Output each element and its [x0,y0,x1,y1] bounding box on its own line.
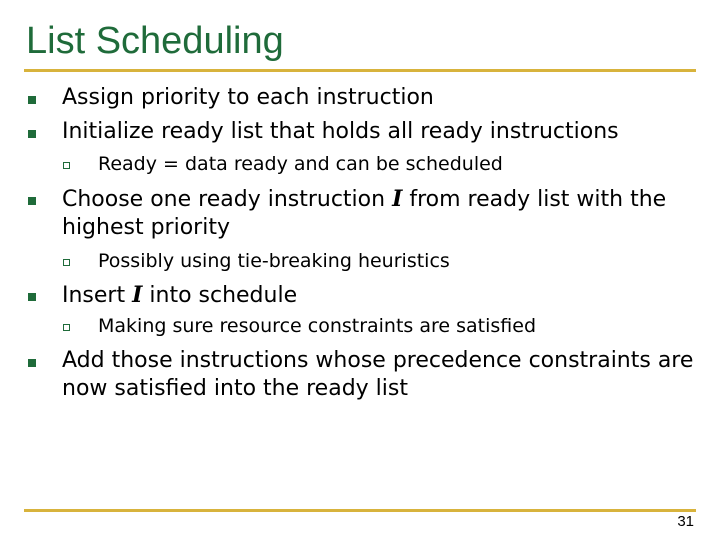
sub-bullet-marker [63,324,70,331]
bullet-text: from ready list with the highest priority [62,187,667,240]
sub-bullet-tie-breaking: Possibly using tie-breaking heuristics [98,250,450,272]
bullet-marker [28,197,36,205]
bullet-text: Choose one ready instruction [62,187,393,212]
page-number: 31 [677,513,694,530]
bullet-marker [28,96,36,104]
instruction-variable: I [132,282,143,308]
slide-title: List Scheduling [26,20,284,62]
sub-bullet-resource-constraints: Making sure resource constraints are satisfied [98,315,537,337]
footer-rule [24,509,696,512]
bullet-add-instructions: Add those instructions whose precedence constraints are now satisfied into the ready list [62,348,694,401]
bullet-choose-instruction [62,185,702,242]
title-underline [24,69,696,72]
bullet-marker [28,130,36,138]
bullet-marker [28,293,36,301]
bullet-assign-priority: Assign priority to each instruction [62,85,434,110]
bullet-text: into schedule [142,283,298,308]
sub-bullet-marker [63,162,70,169]
sub-bullet-marker [63,259,70,266]
bullet-initialize-ready-list: Initialize ready list that holds all ready instructions [62,119,619,144]
bullet-text: Insert [62,283,133,308]
bullet-marker [28,359,36,367]
sub-bullet-ready-definition: Ready = data ready and can be scheduled [98,153,503,175]
instruction-variable: I [392,186,403,212]
bullet-insert-into-schedule [62,281,702,310]
